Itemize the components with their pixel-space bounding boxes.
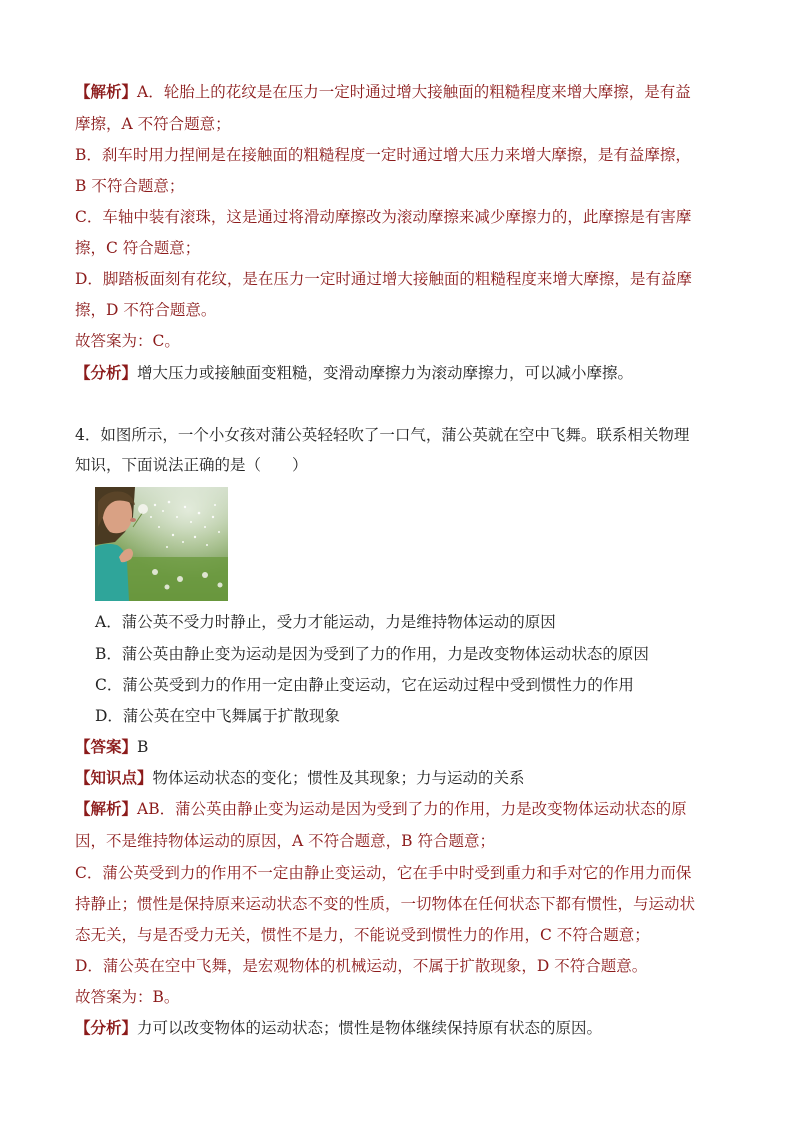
prev-jiexi-line-7: D．脚踏板面刻有花纹，是在压力一定时通过增大接触面的粗糙程度来增大摩擦，是有益摩 (75, 270, 692, 288)
q4-option-d: D．蒲公英在空中飞舞属于扩散现象 (95, 707, 340, 725)
q4-jiexi-line-6: D．蒲公英在空中飞舞，是宏观物体的机械运动，不属于扩散现象，D 不符合题意。 (75, 957, 648, 975)
prev-answer-line: 故答案为：C。 (75, 332, 180, 350)
prev-jiexi-line-5: C．车轴中装有滚珠，这是通过将滑动摩擦改为滚动摩擦来减少摩擦力的，此摩擦是有害摩 (75, 208, 692, 226)
q4-fenxi-tag: 【分析】 (75, 1018, 138, 1037)
prev-fenxi-tag: 【分析】 (75, 363, 138, 382)
prev-fenxi-line: 【分析】增大压力或接触面变粗糙，变滑动摩擦力为滚动摩擦力，可以减小摩擦。 (75, 363, 634, 382)
prev-jiexi-line-2: 摩擦，A 不符合题意； (75, 115, 231, 133)
prev-jiexi-line-6: 擦，C 符合题意； (75, 239, 201, 257)
q4-jiexi-line-2: 因，不是维持物体运动的原因，A 不符合题意，B 符合题意； (75, 832, 495, 850)
prev-jiexi-line-3: B．刹车时用力捏闸是在接触面的粗糙程度一定时通过增大压力来增大摩擦，是有益摩擦， (75, 146, 691, 164)
prev-jiexi-tag: 【解析】 (75, 82, 138, 101)
q4-jiexi-line-3: C．蒲公英受到力的作用不一定由静止变运动，它在手中时受到重力和手对它的作用力而保 (75, 864, 692, 882)
prev-jiexi-line-8: 擦，D 不符合题意。 (75, 301, 217, 319)
girl-blowing-dandelion-photo (95, 487, 228, 601)
q4-answer: 【答案】B (75, 737, 149, 756)
q4-option-a: A．蒲公英不受力时静止，受力才能运动，力是维持物体运动的原因 (95, 613, 556, 631)
q4-answer-tag: 【答案】 (75, 737, 138, 756)
q4-option-c: C．蒲公英受到力的作用一定由静止变运动，它在运动过程中受到惯性力的作用 (95, 676, 634, 694)
prev-jiexi-line-4: B 不符合题意； (75, 177, 185, 195)
q4-jiexi-tag: 【解析】 (75, 799, 138, 818)
q4-stem-line-1: 4．如图所示，一个小女孩对蒲公英轻轻吹了一口气，蒲公英就在空中飞舞。联系相关物理 (75, 426, 690, 444)
q4-jiexi-line-4: 持静止；惯性是保持原来运动状态不变的性质，一切物体在任何状态下都有惯性，与运动状 (75, 895, 696, 913)
prev-jiexi-line-1: 【解析】A．轮胎上的花纹是在压力一定时通过增大接触面的粗糙程度来增大摩擦，是有益 (75, 82, 691, 101)
q4-fenxi-line: 【分析】力可以改变物体的运动状态；惯性是物体继续保持原有状态的原因。 (75, 1018, 603, 1037)
q4-option-b: B．蒲公英由静止变为运动是因为受到了力的作用，力是改变物体运动状态的原因 (95, 645, 649, 663)
q4-stem-line-2: 知识，下面说法正确的是（ ） (75, 456, 308, 474)
q4-knowledge-tag: 【知识点】 (75, 768, 153, 787)
q4-answer-line: 故答案为：B。 (75, 988, 180, 1006)
q4-jiexi-line-1: 【解析】AB．蒲公英由静止变为运动是因为受到了力的作用，力是改变物体运动状态的原 (75, 799, 687, 818)
q4-knowledge-points: 【知识点】物体运动状态的变化；惯性及其现象；力与运动的关系 (75, 768, 525, 787)
q4-jiexi-line-5: 态无关，与是否受力无关，惯性不是力，不能说受到惯性力的作用，C 不符合题意； (75, 926, 650, 944)
